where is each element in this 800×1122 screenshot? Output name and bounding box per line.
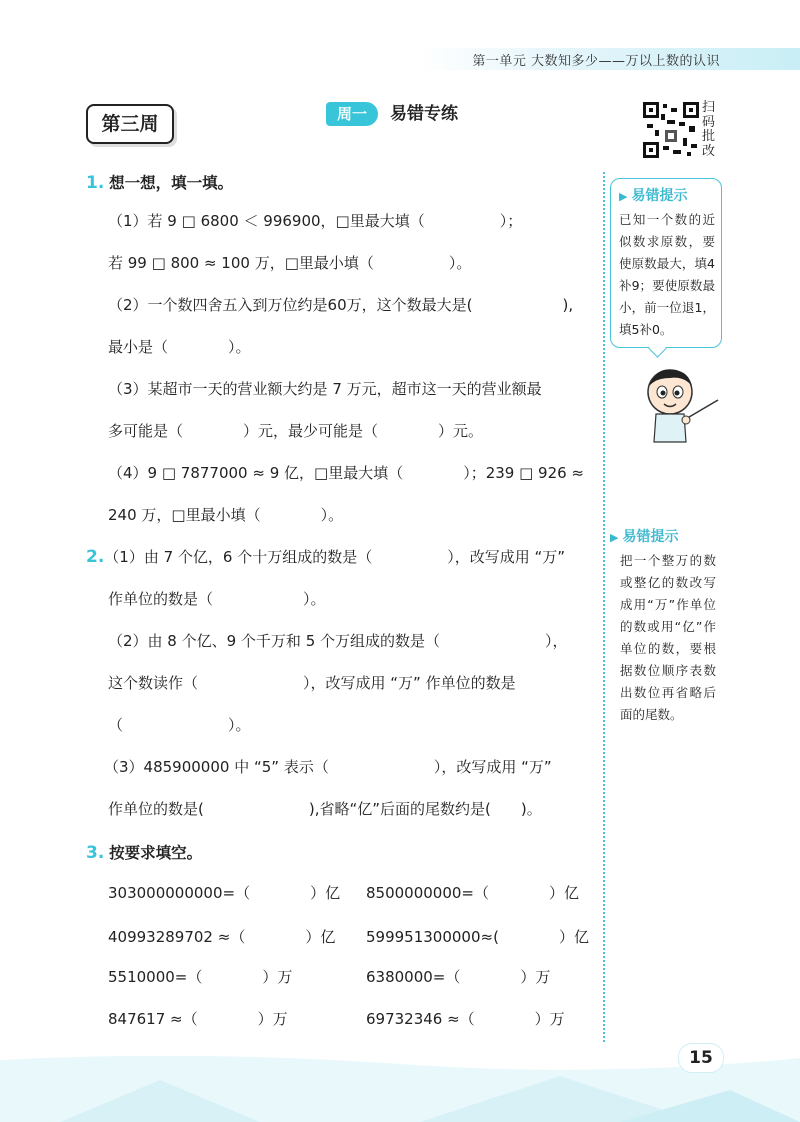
question-title: 想一想，填一填。	[109, 174, 234, 192]
tip-box-2	[610, 520, 722, 726]
q1-line-1: （1）若 9 □ 6800 ＜ 996900，□里最大填（ ）；	[108, 212, 523, 230]
section-title: 易错专练	[390, 104, 458, 124]
tip-text-2: 把一个整万的数或整亿的数改写成用“万”作单位的数或用“亿”作单位的数，要根据数位顺序表数出数位再省略后面的尾数。	[620, 553, 716, 722]
question-2-line-1	[86, 546, 565, 568]
q1-line-5: （3）某超市一天的营业额大约是 7 万元，超市这一天的营业额最	[108, 380, 542, 398]
tip-heading-1	[619, 185, 721, 205]
q3-cell: 599951300000≈( ）亿	[366, 928, 589, 946]
q3-cell: 69732346 ≈（ ）万	[366, 1010, 565, 1028]
q2-line-1: （1）由 7 个亿，6 个十万组成的数是（ ），改写成用 “万”	[104, 548, 566, 566]
page-number: 15	[678, 1043, 724, 1073]
tip-text-1: 已知一个数的近似数求原数，要使原数最大，填4补9；要使原数最小，前一位退1，填5补0。	[619, 212, 715, 337]
question-title: 按要求填空。	[109, 844, 203, 862]
qr-code-icon[interactable]	[643, 102, 699, 158]
question-1-heading	[86, 172, 233, 194]
week-badge: 第三周	[86, 104, 174, 144]
q2-line-5: （ ）。	[108, 716, 251, 734]
q3-cell: 5510000=（ ）万	[108, 968, 293, 986]
tip-title-1: 易错提示	[631, 188, 688, 204]
arrow-icon: ▶	[619, 190, 628, 203]
q2-line-7: 作单位的数是( ),省略“亿”后面的尾数约是( )。	[108, 800, 542, 818]
q3-cell: 847617 ≈（ ）万	[108, 1010, 288, 1028]
column-divider	[603, 172, 605, 1042]
q2-line-3: （2）由 8 个亿、9 个千万和 5 个万组成的数是（ ），	[108, 632, 568, 650]
tip-tail	[648, 339, 666, 357]
q1-line-2: 若 99 □ 800 ≈ 100 万，□里最小填（ ）。	[108, 254, 472, 272]
tip-heading-2	[610, 526, 722, 546]
q2-line-4: 这个数读作（ ），改写成用 “万” 作单位的数是	[108, 674, 516, 692]
arrow-icon: ▶	[610, 531, 619, 544]
boy-cartoon-icon	[636, 364, 722, 444]
day-tag: 周一	[326, 102, 378, 126]
q3-cell: 40993289702 ≈（ ）亿	[108, 928, 336, 946]
q1-line-8: 240 万，□里最小填（ ）。	[108, 506, 344, 524]
q2-line-2: 作单位的数是（ ）。	[108, 590, 326, 608]
qr-label: 扫码批改	[702, 100, 716, 159]
q1-line-7: （4）9 □ 7877000 ≈ 9 亿，□里最大填（ ）；239 □ 926 ≈	[108, 464, 584, 482]
unit-title: 第一单元 大数知多少——万以上数的认识	[472, 54, 720, 69]
tip-box-1	[610, 178, 722, 348]
q3-cell: 6380000=（ ）万	[366, 968, 551, 986]
q3-cell: 303000000000=（ ）亿	[108, 884, 341, 902]
q2-line-6: （3）485900000 中 “5” 表示（ ），改写成用 “万”	[104, 758, 552, 776]
q1-line-6: 多可能是（ ）元，最少可能是（ ）元。	[108, 422, 484, 440]
q3-cell: 8500000000=（ ）亿	[366, 884, 580, 902]
question-number: 1.	[86, 173, 105, 193]
q1-line-4: 最小是（ ）。	[108, 338, 251, 356]
tip-title-2: 易错提示	[622, 529, 679, 545]
question-number: 3.	[86, 843, 105, 863]
question-number: 2.	[86, 547, 105, 567]
q1-line-3: （2）一个数四舍五入到万位约是60万，这个数最大是( ),	[108, 296, 574, 314]
question-3-heading	[86, 842, 202, 864]
